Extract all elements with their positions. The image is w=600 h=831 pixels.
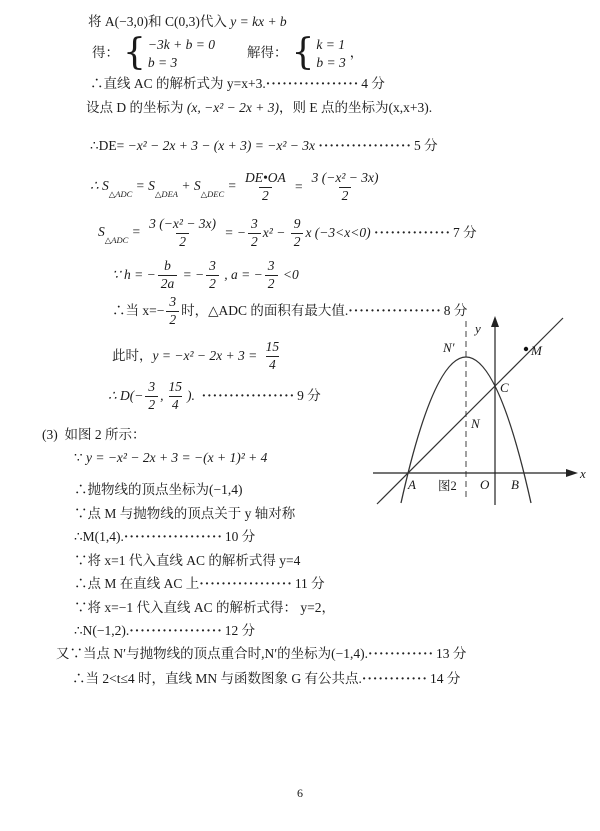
- math-expression: (x, −x² − 2x + 3): [186, 100, 279, 115]
- text: ∴DE=: [90, 138, 125, 153]
- dots-leader: ············: [361, 671, 428, 686]
- math-expression: −x² − 2x + 3 − (x + 3) = −x² − 3x: [124, 138, 319, 153]
- dots-leader: ············: [368, 646, 435, 661]
- point-label-o: O: [480, 477, 490, 492]
- text: ∴M(1,4).: [74, 529, 124, 544]
- text: 得：: [92, 45, 119, 61]
- brace-icon: {: [291, 32, 315, 74]
- solution-line-19: [74, 600, 335, 617]
- solution-line-16: [74, 529, 255, 546]
- text: 将 A(−3,0)和 C(0,3)代入: [88, 14, 231, 29]
- cases-group: [123, 32, 215, 74]
- math-expression: ∴ $S_{\triangle ADC} = S_{\triangle DEA} + S_{\triangle DEC}$ =: [90, 177, 240, 199]
- math-expression: y = kx + b: [230, 14, 287, 29]
- case-equation: b = 3: [316, 54, 346, 70]
- score-label: 8 分: [443, 302, 468, 318]
- solution-line-13: [74, 450, 267, 467]
- solution-line-18: [74, 576, 325, 593]
- point-label-b: B: [511, 477, 519, 492]
- fraction: $\frac{\text{3 (−x² − 3x)}}{2}$: [149, 216, 217, 249]
- score-label: 11 分: [294, 576, 325, 591]
- solution-line-2: [92, 32, 364, 74]
- solution-line-22: [72, 671, 460, 688]
- point-label-m: M: [531, 343, 542, 358]
- solution-line-14: [74, 482, 242, 499]
- math-expression: <0: [279, 266, 299, 282]
- text: ∴N(−1,2).: [74, 623, 130, 638]
- dots-leader: ·················: [129, 623, 223, 638]
- solution-line-6: [90, 168, 383, 206]
- solution-line-12: [42, 427, 146, 444]
- solution-line-10: [112, 338, 284, 374]
- math-expression: x (−3<x<0): [305, 224, 374, 240]
- math-expression: ,: [160, 387, 164, 403]
- solution-line-8: [112, 258, 299, 292]
- text: (3) 如图 2 所示：: [42, 427, 146, 442]
- point-label-n: N: [471, 416, 480, 431]
- math-expression: , a = −: [220, 266, 263, 282]
- math-expression: $S_{\triangle ADC}$ =: [98, 223, 145, 245]
- dots-leader: ·················: [201, 387, 296, 403]
- dots-leader: ·················: [265, 76, 360, 91]
- point-label-a: A: [408, 477, 416, 492]
- fraction: $\frac{3}{2}$: [206, 259, 219, 290]
- dots-leader: ·················: [348, 302, 442, 318]
- score-label: 7 分: [453, 224, 477, 240]
- subscript: △ADC: [108, 188, 133, 199]
- math-expression: ).: [186, 387, 202, 403]
- text: ∵点 M 与抛物线的顶点关于 y 轴对称: [74, 506, 296, 521]
- dots-leader: ··················: [123, 529, 223, 544]
- score-label: 14 分: [429, 671, 461, 686]
- math-expression: y = −x² − 2x + 3 =: [152, 347, 261, 363]
- text: ∴当 2<t≤4 时，直线 MN 与函数图象 G 有公共点.: [72, 671, 362, 686]
- solution-line-1: [88, 14, 287, 31]
- dots-leader: ·················: [199, 576, 293, 591]
- solution-line-7: [98, 214, 477, 252]
- text: 时，△ADC 的面积有最大值.: [181, 302, 349, 318]
- fraction: $\frac{DE•OA}{2}$: [245, 170, 286, 203]
- fraction: $\frac{3}{2}$: [265, 259, 278, 290]
- case-equation: k = 1: [316, 37, 345, 52]
- fraction: $\frac{3}{2}$: [166, 295, 179, 326]
- y-axis-arrow-icon: [491, 316, 499, 327]
- text: ∴点 M 在直线 AC 上: [74, 576, 200, 591]
- fraction: $\frac{15}{4}$: [265, 339, 280, 372]
- solution-line-21: [56, 646, 466, 663]
- score-label: 9 分: [297, 387, 321, 403]
- score-label: 4 分: [361, 76, 385, 91]
- text: ，则 E 点的坐标为(x,x+3).: [278, 100, 433, 115]
- math-expression: =: [290, 178, 307, 194]
- text: ∴直线 AC 的解析式为 y=x+3.: [90, 76, 266, 91]
- cases-group: [291, 32, 346, 74]
- solution-line-17: [74, 553, 300, 570]
- solution-line-3: [90, 76, 385, 93]
- case-equation: −3k + b = 0: [147, 37, 215, 52]
- text: ，: [349, 45, 364, 61]
- text: 此时，: [112, 347, 153, 363]
- fraction: $\frac{9}{2}$: [291, 217, 304, 248]
- math-expression: ∴ D(−: [108, 387, 144, 403]
- point-label-n-prime: N′: [443, 340, 455, 355]
- point-label-c: C: [500, 380, 509, 395]
- text: ∵: [74, 450, 86, 465]
- x-axis-arrow-icon: [566, 469, 578, 477]
- subscript: △DEC: [200, 188, 225, 199]
- brace-icon: {: [123, 32, 146, 74]
- fraction: $\frac{3}{2}$: [248, 217, 261, 248]
- text: 解得：: [246, 45, 288, 61]
- text: ∴当 x=−: [112, 302, 165, 318]
- fraction: $\frac{\text{3 (−x² − 3x)}}{2}$: [311, 170, 379, 203]
- text: 设点 D 的坐标为: [86, 100, 187, 115]
- figure-2: [368, 314, 600, 514]
- math-expression: y = −x² − 2x + 3 = −(x + 1)² + 4: [85, 450, 268, 465]
- math-expression: = −: [179, 266, 205, 282]
- solution-line-5: [90, 138, 438, 155]
- solution-line-15: [74, 506, 295, 523]
- solution-line-11: [108, 378, 321, 414]
- figure-caption: 图2: [438, 479, 457, 493]
- text: ∵将 x=1 代入直线 AC 的解析式得 y=4: [74, 553, 301, 568]
- score-label: 12 分: [224, 623, 256, 638]
- case-equation: b = 3: [147, 54, 178, 70]
- text: ∵将 x=−1 代入直线 AC 的解析式得： y=2，: [74, 600, 335, 615]
- y-axis-label: y: [475, 321, 481, 336]
- fraction: $\frac{b}{2a}$: [158, 259, 178, 290]
- solution-line-4: [86, 100, 432, 117]
- fraction: $\frac{15}{4}$: [168, 379, 182, 412]
- score-label: 5 分: [413, 138, 438, 153]
- math-expression: = −: [221, 224, 247, 240]
- point-m-dot: [524, 347, 528, 351]
- dots-leader: ··············: [374, 224, 452, 240]
- math-expression: x² −: [262, 224, 289, 240]
- subscript: △DEA: [154, 188, 178, 199]
- subscript: △ADC: [104, 234, 129, 245]
- text: ∴抛物线的顶点坐标为(−1,4): [74, 482, 243, 497]
- figure-2-graph: [368, 314, 600, 514]
- fraction: $\frac{3}{2}$: [145, 380, 158, 411]
- dots-leader: ·················: [318, 138, 412, 153]
- math-expression: ∵ h = −: [112, 266, 156, 282]
- score-label: 10 分: [224, 529, 256, 544]
- solution-line-20: [74, 623, 255, 640]
- text: 又∵当点 N′与抛物线的顶点重合时,N′的坐标为(−1,4).: [56, 646, 369, 661]
- x-axis-label: x: [580, 466, 586, 481]
- page-number: 6: [297, 786, 303, 800]
- score-label: 13 分: [436, 646, 467, 661]
